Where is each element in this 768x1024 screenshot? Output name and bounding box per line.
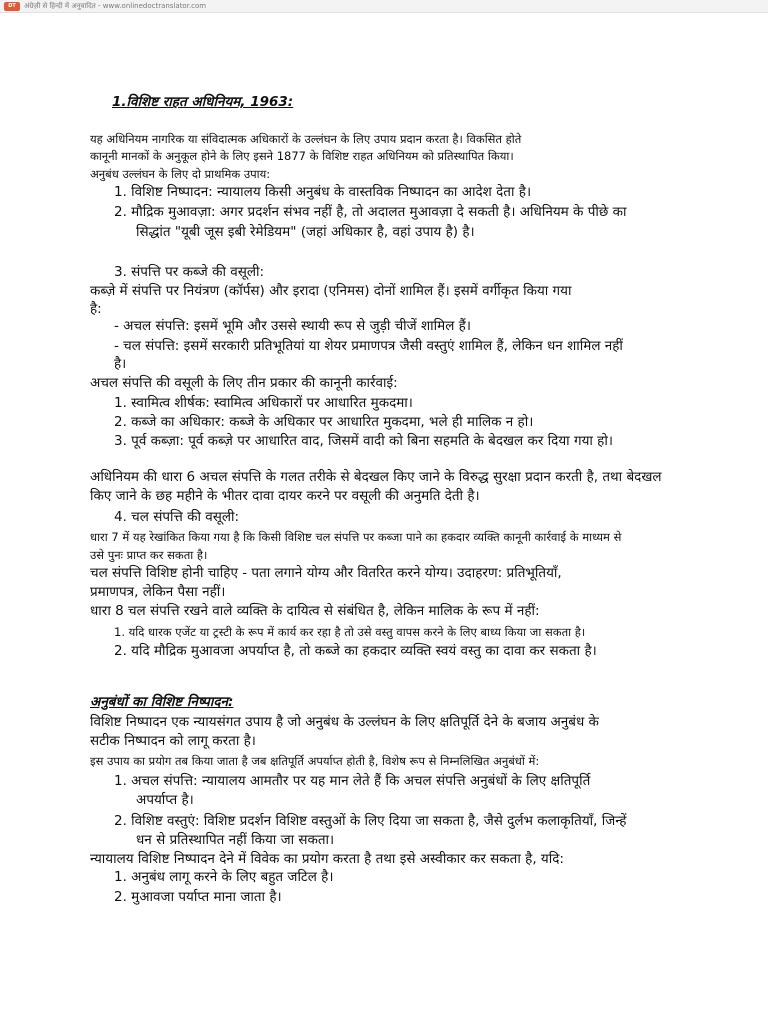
list-item-continuation: अपर्याप्त है। xyxy=(136,792,194,808)
paragraph-line: कब्ज़े में संपत्ति पर नियंत्रण (कॉर्पस) और इरादा (एनिमस) दोनों शामिल हैं। इसमें वर्गीकृत किया गया xyxy=(90,283,572,299)
list-item: 1. अचल संपत्ति: न्यायालय आमतौर पर यह मान लेते हैं कि अचल संपत्ति अनुबंधों के लिए क्षतिपूर्ति xyxy=(114,773,591,789)
list-item: 2. विशिष्ट वस्तुएं: विशिष्ट प्रदर्शन विशिष्ट वस्तुओं के लिए दिया जा सकता है, जैसे दुर्लभ कलाकृतियाँ, जिन्हें xyxy=(114,813,627,829)
pdf-translator-logo-icon: DT xyxy=(4,2,20,11)
translator-watermark-bar xyxy=(0,0,768,13)
list-item: - चल संपत्ति: इसमें सरकारी प्रतिभूतियां या शेयर प्रमाणपत्र जैसी वस्तुएं शामिल हैं, लेकिन धन शामिल नहीं xyxy=(114,338,623,354)
watermark-text: अंग्रेज़ी से हिन्दी में अनुवादित - www.onlinedoctranslator.com xyxy=(24,1,207,10)
paragraph-line: प्रमाणपत्र, लेकिन पैसा नहीं। xyxy=(90,584,226,600)
section-heading-specific-performance: अनुबंधों का विशिष्ट निष्पादन: xyxy=(90,694,234,710)
list-item: 2. मौद्रिक मुआवज़ा: अगर प्रदर्शन संभव नहीं है, तो अदालत मुआवज़ा दे सकती है। अधिनियम के पीछे का xyxy=(114,204,627,220)
paragraph-line: किए जाने के छह महीने के भीतर दावा दायर करने पर वसूली की अनुमति देती है। xyxy=(90,488,480,504)
paragraph-line: न्यायालय विशिष्ट निष्पादन देने में विवेक का प्रयोग करता है तथा इसे अस्वीकार कर सकता है, यदि: xyxy=(90,851,564,867)
paragraph-line: धारा 7 में यह रेखांकित किया गया है कि किसी विशिष्ट चल संपत्ति पर कब्जा पाने का हकदार व्यक्ति कानूनी कार्रवाई के माध्यम से xyxy=(90,530,622,544)
list-item: 2. कब्जे का अधिकार: कब्जे के अधिकार पर आधारित मुकदमा, भले ही मालिक न हो। xyxy=(114,414,534,430)
section-heading-movable-recovery: 4. चल संपत्ति की वसूली: xyxy=(114,509,240,525)
list-item-continuation: है। xyxy=(114,356,127,372)
paragraph-line: विशिष्ट निष्पादन एक न्यायसंगत उपाय है जो अनुबंध के उल्लंघन के लिए क्षतिपूर्ति देने के बजाय अनुबंध के xyxy=(90,714,599,730)
list-item: 1. विशिष्ट निष्पादन: न्यायालय किसी अनुबंध के वास्तविक निष्पादन का आदेश देता है। xyxy=(114,184,532,200)
paragraph-line: सटीक निष्पादन को लागू करता है। xyxy=(90,733,256,749)
paragraph-line: अधिनियम की धारा 6 अचल संपत्ति के गलत तरीके से बेदखल किए जाने के विरुद्ध सुरक्षा प्रदान करती है, तथा बेदखल xyxy=(90,469,662,485)
list-item: 1. यदि धारक एजेंट या ट्रस्टी के रूप में कार्य कर रहा है तो उसे वस्तु वापस करने के लिए बाध्य किया जा सकता है। xyxy=(114,625,586,639)
list-item: 1. अनुबंध लागू करने के लिए बहुत जटिल है। xyxy=(114,869,334,885)
list-item: 2. यदि मौद्रिक मुआवजा अपर्याप्त है, तो कब्जे का हकदार व्यक्ति स्वयं वस्तु का दावा कर सकता है। xyxy=(114,643,597,659)
list-item: 3. पूर्व कब्ज़ा: पूर्व कब्ज़े पर आधारित वाद, जिसमें वादी को बिना सहमति के बेदखल कर दिया गया हो। xyxy=(114,433,613,449)
list-item: 1. स्वामित्व शीर्षक: स्वामित्व अधिकारों पर आधारित मुकदमा। xyxy=(114,395,413,411)
paragraph-line: इस उपाय का प्रयोग तब किया जाता है जब क्षतिपूर्ति अपर्याप्त होती है, विशेष रूप से निम्नलिखित अनुबंधों में: xyxy=(90,754,540,768)
paragraph-line: चल संपत्ति विशिष्ट होनी चाहिए - पता लगाने योग्य और वितरित करने योग्य। उदाहरण: प्रतिभूतियाँ, xyxy=(90,565,562,581)
paragraph-line: है: xyxy=(90,301,102,317)
section-heading-immovable-recovery: 3. संपत्ति पर कब्जे की वसूली: xyxy=(114,264,265,280)
paragraph-line: अनुबंध उल्लंघन के लिए दो प्राथमिक उपाय: xyxy=(90,167,271,181)
paragraph-line: कानूनी मानकों के अनुकूल होने के लिए इसने 1877 के विशिष्ट राहत अधिनियम को प्रतिस्थापित किया। xyxy=(90,149,514,163)
list-item-continuation: धन से प्रतिस्थापित नहीं किया जा सकता। xyxy=(136,832,335,848)
list-item: 2. मुआवजा पर्याप्त माना जाता है। xyxy=(114,889,282,905)
section-heading-specific-relief-act: 1.विशिष्ट राहत अधिनियम, 1963: xyxy=(112,94,294,110)
paragraph-line: अचल संपत्ति की वसूली के लिए तीन प्रकार की कानूनी कार्रवाई: xyxy=(90,375,398,391)
paragraph-line: धारा 8 चल संपत्ति रखने वाले व्यक्ति के दायित्व से संबंधित है, लेकिन मालिक के रूप में नहीं: xyxy=(90,603,540,619)
paragraph-line: यह अधिनियम नागरिक या संविदात्मक अधिकारों के उल्लंघन के लिए उपाय प्रदान करता है। विकसित होते xyxy=(90,132,522,146)
list-item: - अचल संपत्ति: इसमें भूमि और उससे स्थायी रूप से जुड़ी चीजें शामिल हैं। xyxy=(114,318,471,334)
list-item-continuation: सिद्धांत "यूबी जूस इबी रेमेडियम" (जहां अधिकार है, वहां उपाय है) है। xyxy=(136,224,475,240)
paragraph-line: उसे पुनः प्राप्त कर सकता है। xyxy=(90,548,208,562)
